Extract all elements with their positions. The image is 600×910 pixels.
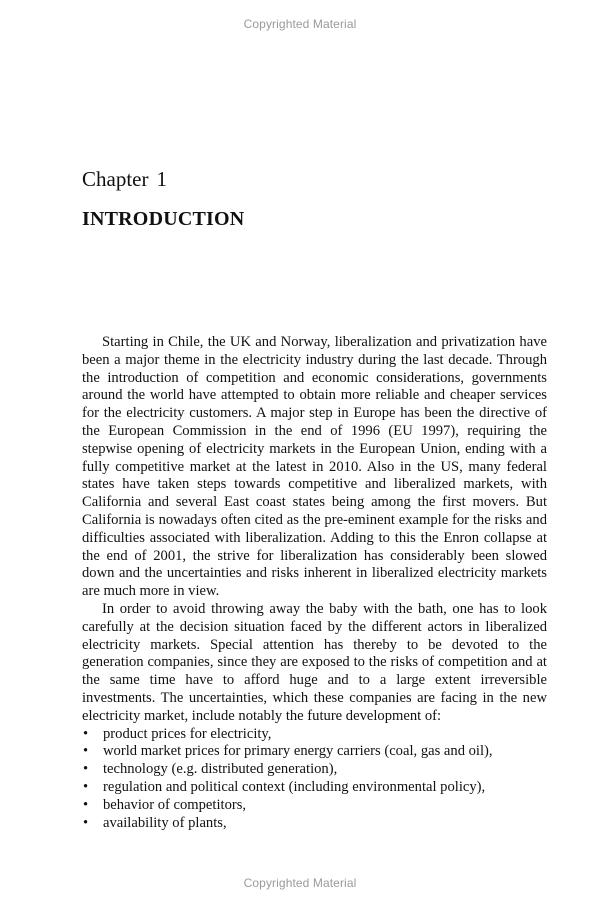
bullet-icon: • bbox=[83, 796, 89, 813]
paragraph-1: Starting in Chile, the UK and Norway, liberalization and privatization have been a major theme in the electricity industry during the last decade. Through the introduction of competition and economic considerations, governments around the world have attempted to obtain more reliable and cheaper services for the electricity customers. A major step in Europe has been the directive of the European Commission in the end of 1996 (EU 1997), requiring the stepwise opening of electricity markets in the European Union, ending with a fully competitive market at the latest in 2010. Also in the US, many federal states have taken steps towards competitive and liberalized markets, with California and several East coast states being among the first movers. But California is nowadays often cited as the pre-eminent example for the risks and difficulties associated with liberalization. Adding to this the Enron collapse at the end of 2001, the strive for liberalization has considerably been slowed down and the uncertainties and risks inherent in liberalized electricity markets are much more in view. bbox=[82, 334, 547, 600]
bullet-icon: • bbox=[83, 743, 89, 760]
list-item bbox=[82, 815, 547, 833]
list-item-text: product prices for electricity, bbox=[103, 725, 272, 742]
bullet-icon: • bbox=[83, 814, 89, 831]
chapter-number: 1 bbox=[156, 167, 167, 191]
copyright-watermark-top: Copyrighted Material bbox=[243, 17, 357, 31]
bullet-icon: • bbox=[83, 778, 89, 795]
list-item-text: world market prices for primary energy carriers (coal, gas and oil), bbox=[103, 743, 493, 760]
list-item-text: technology (e.g. distributed generation), bbox=[103, 761, 338, 778]
chapter-title: INTRODUCTION bbox=[82, 208, 245, 230]
list-item-text: availability of plants, bbox=[103, 814, 227, 831]
list-item bbox=[82, 797, 547, 815]
bullet-icon: • bbox=[83, 725, 89, 742]
list-item bbox=[82, 779, 547, 797]
list-item bbox=[82, 726, 547, 744]
bullet-icon: • bbox=[83, 761, 89, 778]
copyright-watermark-bottom: Copyrighted Material bbox=[243, 876, 357, 890]
list-item bbox=[82, 761, 547, 779]
body-text bbox=[82, 334, 547, 832]
list-item-text: behavior of competitors, bbox=[103, 796, 247, 813]
chapter-word: Chapter bbox=[82, 167, 149, 191]
chapter-label bbox=[82, 167, 167, 192]
paragraph-2: In order to avoid throwing away the baby with the bath, one has to look carefully at the decision situation faced by the different actors in liberalized electricity markets. Special attention has thereby to be devoted to the generation companies, since they are exposed to the risks of competition and at the same time have to afford huge and to a large extent irreversible investments. The uncertainties, which these companies are facing in the new electricity market, include notably the future development of: bbox=[82, 600, 547, 724]
list-item-text: regulation and political context (including environmental policy), bbox=[103, 778, 486, 795]
list-item bbox=[82, 743, 547, 761]
uncertainty-list bbox=[82, 726, 547, 833]
